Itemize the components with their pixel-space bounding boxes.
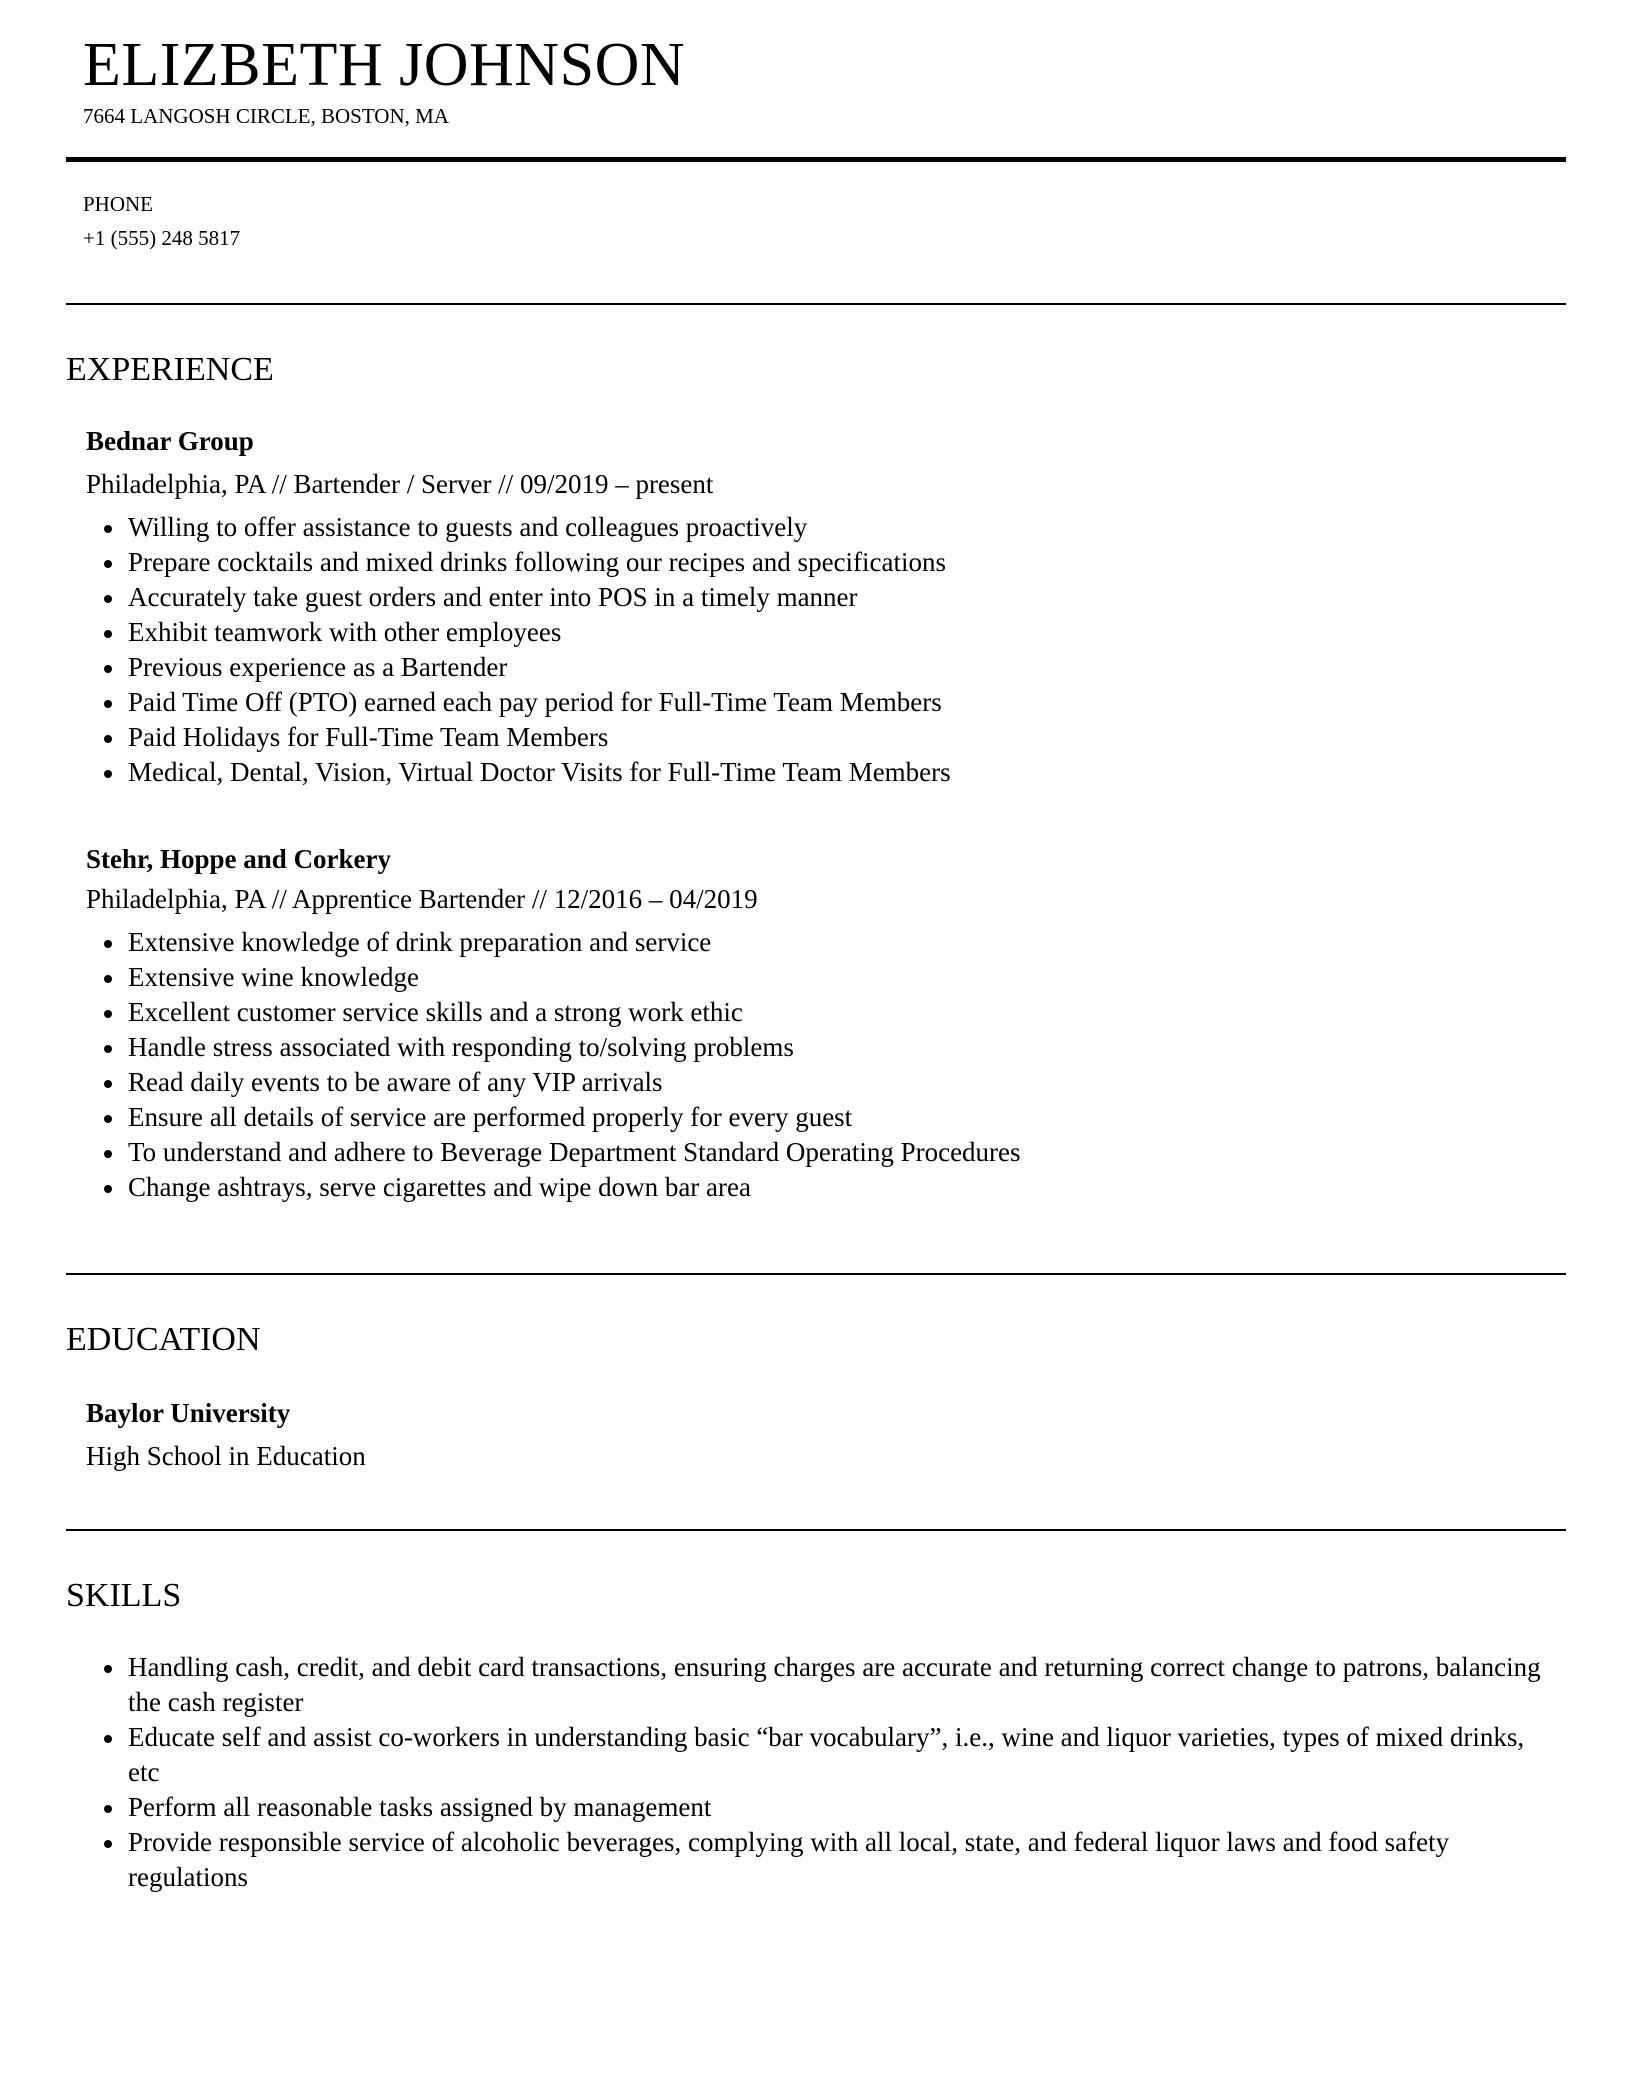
list-item: Provide responsible service of alcoholic beverages, complying with all local, state, and federal liquor laws and food safety regulations <box>86 1825 1546 1895</box>
phone-label: PHONE <box>83 192 154 216</box>
list-item: Previous experience as a Bartender <box>86 650 1546 685</box>
skills-heading: SKILLS <box>66 1577 182 1614</box>
experience-heading: EXPERIENCE <box>66 351 274 388</box>
phone-value: +1 (555) 248 5817 <box>83 226 241 250</box>
list-item: Handle stress associated with responding to/solving problems <box>86 1030 1546 1065</box>
list-item: Read daily events to be aware of any VIP arrivals <box>86 1065 1546 1100</box>
degree: High School in Education <box>86 1441 366 1471</box>
list-item: To understand and adhere to Beverage Department Standard Operating Procedures <box>86 1135 1546 1170</box>
list-item: Willing to offer assistance to guests and colleagues proactively <box>86 510 1546 545</box>
list-item: Ensure all details of service are performed properly for every guest <box>86 1100 1546 1135</box>
skills-list <box>86 1650 1546 1895</box>
list-item: Extensive wine knowledge <box>86 960 1546 995</box>
job-responsibilities <box>86 510 1546 790</box>
list-item: Medical, Dental, Vision, Virtual Doctor Visits for Full-Time Team Members <box>86 755 1546 790</box>
experience-divider <box>66 1273 1566 1275</box>
school-name: Baylor University <box>86 1398 291 1428</box>
list-item: Paid Time Off (PTO) earned each pay period for Full-Time Team Members <box>86 685 1546 720</box>
job-responsibilities <box>86 925 1546 1205</box>
list-item: Exhibit teamwork with other employees <box>86 615 1546 650</box>
job-details: Philadelphia, PA // Apprentice Bartender // 12/2016 – 04/2019 <box>86 884 758 914</box>
header-divider <box>66 157 1566 162</box>
candidate-name: ELIZBETH JOHNSON <box>83 31 686 99</box>
education-divider <box>66 1529 1566 1531</box>
list-item: Educate self and assist co-workers in understanding basic “bar vocabulary”, i.e., wine and liquor varieties, types of mixed drinks, etc <box>86 1720 1546 1790</box>
candidate-address: 7664 LANGOSH CIRCLE, BOSTON, MA <box>83 104 449 128</box>
list-item: Excellent customer service skills and a strong work ethic <box>86 995 1546 1030</box>
contact-divider <box>66 303 1566 305</box>
list-item: Change ashtrays, serve cigarettes and wipe down bar area <box>86 1170 1546 1205</box>
education-heading: EDUCATION <box>66 1321 261 1358</box>
list-item: Extensive knowledge of drink preparation and service <box>86 925 1546 960</box>
job-company: Stehr, Hoppe and Corkery <box>86 844 392 874</box>
list-item: Perform all reasonable tasks assigned by management <box>86 1790 1546 1825</box>
job-company: Bednar Group <box>86 426 254 456</box>
list-item: Accurately take guest orders and enter into POS in a timely manner <box>86 580 1546 615</box>
list-item: Handling cash, credit, and debit card transactions, ensuring charges are accurate and returning correct change to patrons, balancing the cash register <box>86 1650 1546 1720</box>
list-item: Paid Holidays for Full-Time Team Members <box>86 720 1546 755</box>
job-details: Philadelphia, PA // Bartender / Server // 09/2019 – present <box>86 469 714 499</box>
list-item: Prepare cocktails and mixed drinks following our recipes and specifications <box>86 545 1546 580</box>
